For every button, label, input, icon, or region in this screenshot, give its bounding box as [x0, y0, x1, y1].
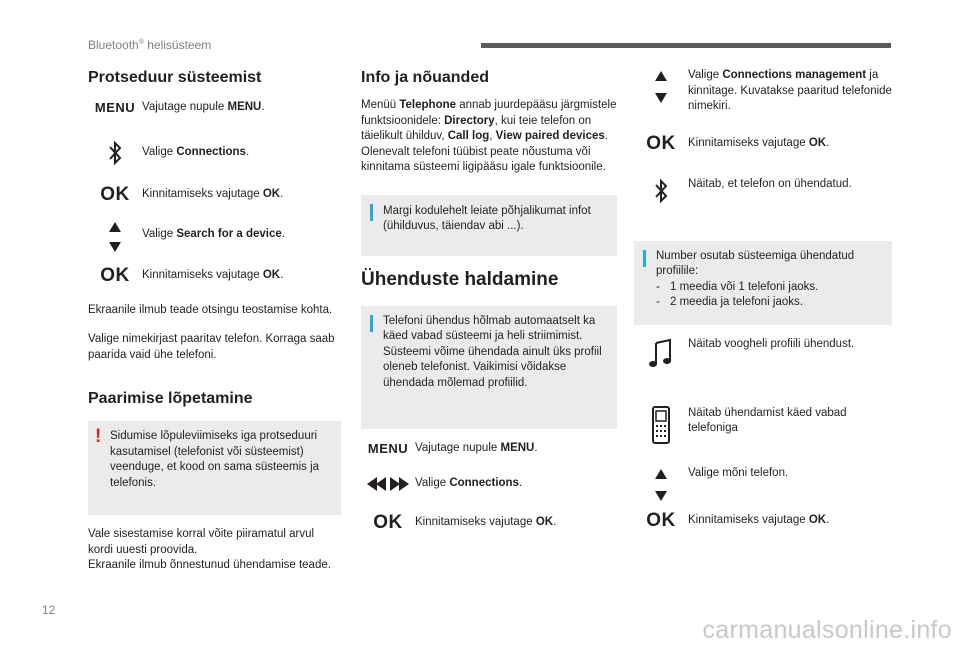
info-text-profile-number: Number osutab süsteemiga ühendatud profiilile:: [656, 249, 855, 277]
warning-box: [88, 421, 341, 515]
page-number: 12: [42, 603, 56, 617]
mobile-phone-icon: [651, 406, 671, 444]
heading-connection-management: Ühenduste haldamine: [361, 268, 559, 290]
bluetooth-icon: [108, 139, 122, 167]
step-ok-5: OK Kinnitamiseks vajutage OK.: [646, 509, 830, 531]
ok-key-icon: OK: [100, 264, 130, 286]
column-info: [361, 65, 617, 534]
step-ok-4: OK Kinnitamiseks vajutage OK.: [646, 132, 830, 154]
step-handsfree-indicator: Näitab ühendamist käed vabad telefoniga: [634, 406, 892, 444]
heading-procedure: Protseduur süsteemist: [88, 69, 262, 86]
up-down-arrows-icon: [654, 466, 668, 502]
up-down-arrows-icon: [108, 221, 122, 253]
bluetooth-icon: [654, 177, 668, 205]
info-list-item: - 1 meedia või 1 telefoni jaoks.: [656, 280, 819, 293]
ok-key-icon: OK: [646, 509, 676, 531]
step-search-device: Valige Search for a device.: [88, 221, 341, 253]
step-connections-management: Valige Connections management ja kinnitage. Kuvatakse paaritud telefonide nimekiri.: [634, 68, 892, 115]
paragraph-select-phone: Valige nimekirjast paaritav telefon. Korraga saab paarida vaid ühe telefoni.: [88, 333, 335, 361]
paragraph-search-message: Ekraanile ilmub teade otsingu teostamise kohta.: [88, 303, 333, 316]
info-text-profiles: Telefoni ühendus hõlmab automaatselt ka käed vabad süsteemi ja heli striimimist. Süsteemi võime ühendada ainult üks profiil oleneb telefonist. Vaikimisi võidakse ühendada mõlemad profiilid.: [383, 314, 602, 389]
heading-pairing-finish: Paarimise lõpetamine: [88, 390, 253, 407]
music-note-icon: [648, 337, 674, 369]
info-text-website: Margi kodulehelt leiate põhjalikumat infot (ühilduvus, täiendav abi ...).: [383, 204, 591, 232]
header-bar: [481, 43, 891, 48]
paragraph-permissions: Olenevalt telefoni tüübist peate nõustuma või kinnitama süsteemi ligipääsu igale funktsioonile.: [361, 145, 606, 173]
info-box-profile-number: [634, 241, 892, 325]
step-menu-2: MENU Vajutage nupule MENU.: [367, 440, 538, 456]
step-connected-indicator: Näitab, et telefon on ühendatud.: [634, 177, 892, 205]
step-connections: Valige Connections.: [88, 139, 341, 167]
warning-icon: !: [95, 426, 102, 447]
paragraph-success: Ekraanile ilmub õnnestunud ühendamise teade.: [88, 559, 331, 571]
menu-key-icon: MENU: [367, 440, 409, 456]
menu-key-icon: MENU: [94, 100, 136, 115]
step-menu: MENU Vajutage nupule MENU.: [94, 100, 265, 115]
info-bar-icon: [370, 204, 373, 221]
step-connections-2: Valige Connections.: [361, 476, 617, 492]
paragraph-retry: Vale sisestamise korral võite piiramatul arvul kordi uuesti proovida.: [88, 528, 315, 556]
ok-key-icon: OK: [373, 512, 403, 533]
paragraph-telephone-menu: Menüü Telephone annab juurdepääsu järgmistele funktsioonidele: Directory, kui teie telefon on täielikult ühilduv, Call log, View paired devices.: [361, 99, 617, 142]
up-down-arrows-icon: [654, 68, 668, 104]
watermark: carmanualsonline.info: [702, 616, 952, 644]
ok-key-icon: OK: [646, 132, 676, 154]
heading-info: Info ja nõuanded: [361, 69, 489, 86]
page-header-title: Bluetooth® helisüsteem: [88, 38, 212, 52]
info-bar-icon: [370, 315, 373, 332]
step-streaming-indicator: Näitab voogheli profiili ühendust.: [634, 337, 892, 369]
info-box-profiles: [361, 306, 617, 429]
info-box-website: [361, 195, 617, 256]
step-ok-2: OK Kinnitamiseks vajutage OK.: [100, 264, 284, 286]
left-right-arrows-icon: [366, 476, 410, 492]
step-ok-3: OK Kinnitamiseks vajutage OK.: [373, 512, 557, 533]
ok-key-icon: OK: [100, 183, 130, 205]
step-ok-1: OK Kinnitamiseks vajutage OK.: [100, 183, 284, 205]
column-procedure: [88, 65, 341, 574]
step-select-phone: Valige mõni telefon.: [634, 466, 892, 502]
warning-text: Sidumise lõpuleviimiseks iga protseduuri kasutamisel (telefonist või süsteemist) veenduge, et kood on sama süsteemis ja telefonis.: [110, 430, 320, 489]
info-bar-icon: [643, 250, 646, 267]
column-management: [634, 65, 892, 532]
info-list-item: - 2 meedia ja telefoni jaoks.: [656, 296, 803, 308]
